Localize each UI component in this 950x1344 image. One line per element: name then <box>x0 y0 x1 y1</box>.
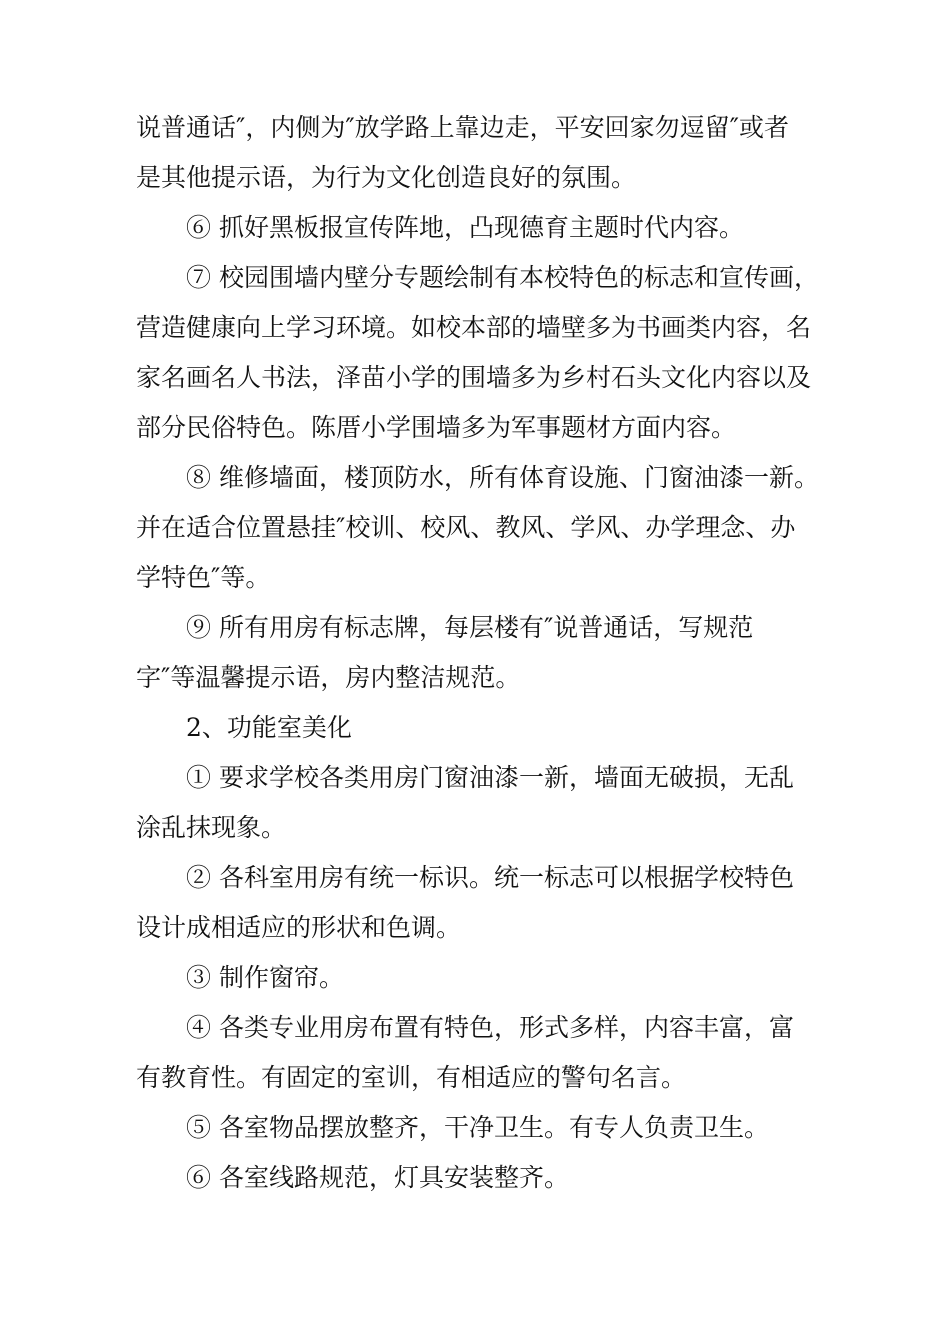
paragraph-4 <box>136 453 836 603</box>
line: 字″等温馨提示语，房内整洁规范。 <box>136 663 521 692</box>
line: 学特色″等。 <box>136 563 271 592</box>
line: ⑨ 所有用房有标志牌，每层楼有″说普通话，写规范 <box>186 613 754 642</box>
paragraph-11 <box>136 1103 836 1153</box>
line: 说普通话″，内侧为″放学路上靠边走，平安回家勿逗留″或者 <box>136 113 790 142</box>
section-heading <box>136 703 836 753</box>
line: 2、功能室美化 <box>186 713 352 742</box>
line: ⑥ 各室线路规范，灯具安装整齐。 <box>186 1163 569 1192</box>
line: 部分民俗特色。陈厝小学围墙多为军事题材方面内容。 <box>136 413 737 442</box>
line: ③ 制作窗帘。 <box>186 963 344 992</box>
line: 家名画名人书法，泽苗小学的围墙多为乡村石头文化内容以及 <box>136 363 812 392</box>
line: 有教育性。有固定的室训，有相适应的警句名言。 <box>136 1063 687 1092</box>
line: ⑧ 维修墙面，楼顶防水，所有体育设施、门窗油漆一新。 <box>186 463 819 492</box>
paragraph-2 <box>136 203 836 253</box>
line: ④ 各类专业用房布置有特色，形式多样，内容丰富，富 <box>186 1013 794 1042</box>
paragraph-10 <box>136 1003 836 1103</box>
paragraph-1 <box>136 103 836 203</box>
line: ⑥ 抓好黑板报宣传阵地，凸现德育主题时代内容。 <box>186 213 744 242</box>
line: 营造健康向上学习环境。如校本部的墙壁多为书画类内容，名 <box>136 313 812 342</box>
paragraph-9 <box>136 953 836 1003</box>
line: 设计成相适应的形状和色调。 <box>136 913 462 942</box>
paragraph-8 <box>136 853 836 953</box>
line: 是其他提示语，为行为文化创造良好的氛围。 <box>136 163 637 192</box>
document-body <box>136 103 836 1203</box>
line: ① 要求学校各类用房门窗油漆一新，墙面无破损，无乱 <box>186 763 794 792</box>
line: ② 各科室用房有统一标识。统一标志可以根据学校特色 <box>186 863 794 892</box>
line: ⑤ 各室物品摆放整齐，干净卫生。有专人负责卫生。 <box>186 1113 769 1142</box>
line: ⑦ 校园围墙内壁分专题绘制有本校特色的标志和宣传画， <box>186 263 819 292</box>
paragraph-12 <box>136 1153 836 1203</box>
paragraph-5 <box>136 603 836 703</box>
line: 并在适合位置悬挂″校训、校风、教风、学风、办学理念、办 <box>136 513 796 542</box>
paragraph-3 <box>136 253 836 453</box>
paragraph-7 <box>136 753 836 853</box>
line: 涂乱抹现象。 <box>136 813 287 842</box>
